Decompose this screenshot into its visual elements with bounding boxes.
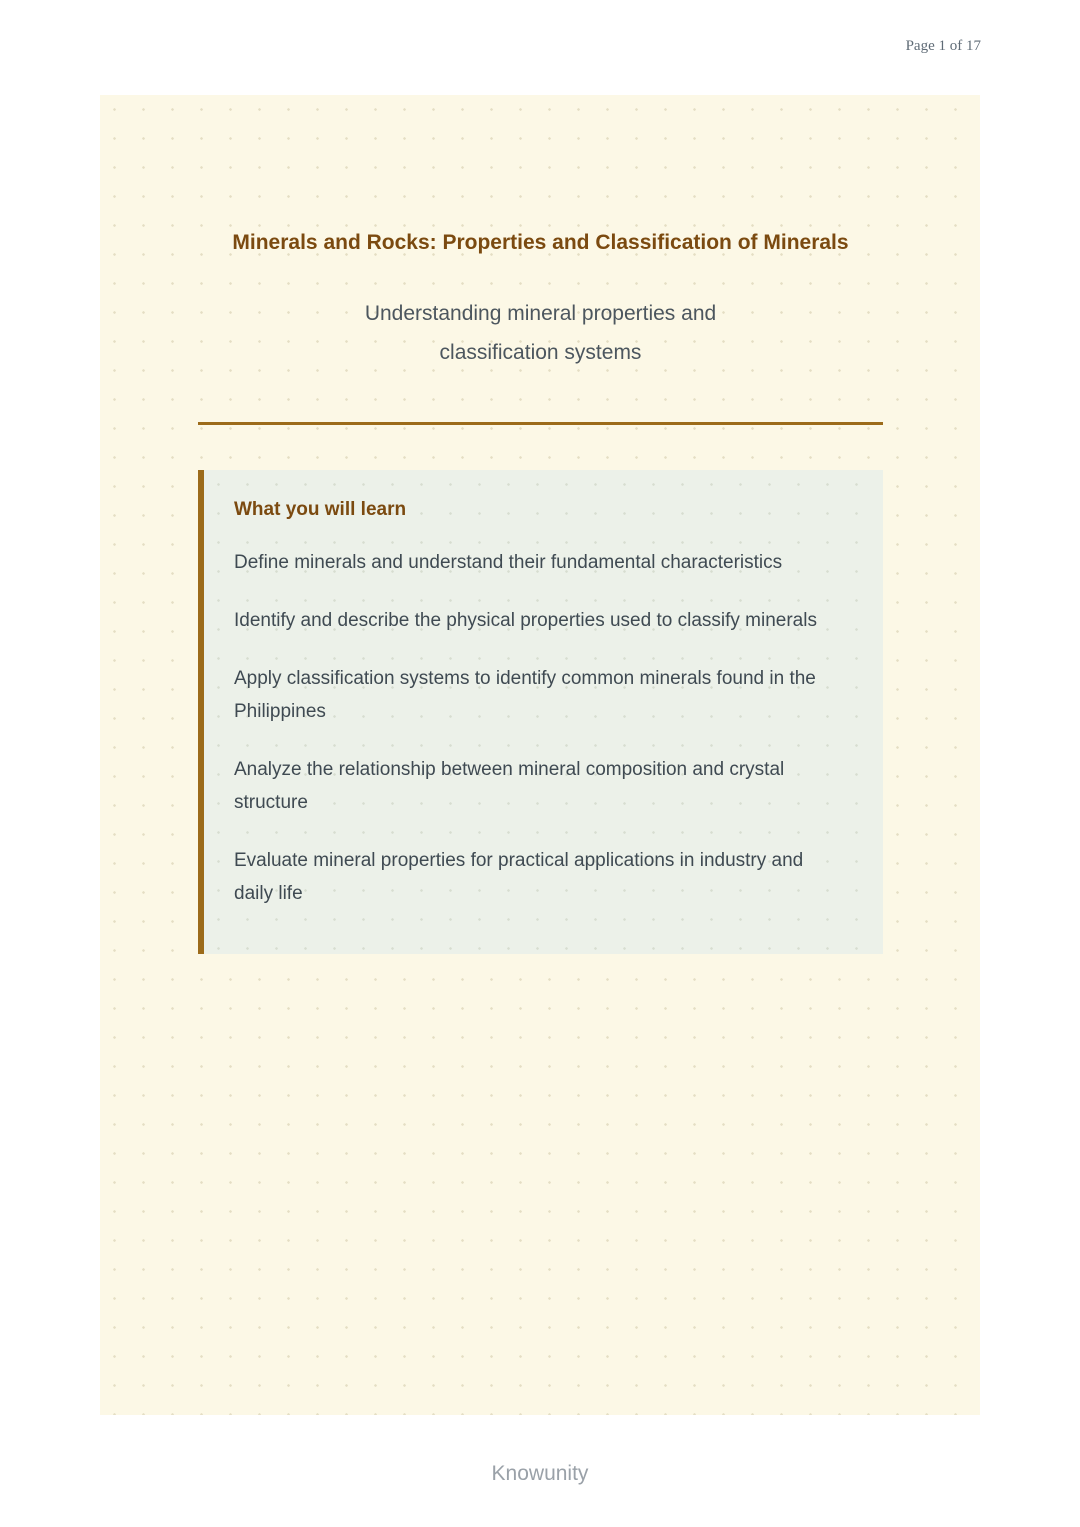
subtitle-line-1: Understanding mineral properties and [364, 302, 717, 325]
page-indicator: Page 1 of 17 [905, 38, 981, 54]
learn-box [198, 470, 883, 954]
document-title: Minerals and Rocks: Properties and Classification of Minerals [232, 231, 849, 254]
learn-item-1: Define minerals and understand their fundamental characteristics [234, 552, 783, 573]
learn-item-2: Identify and describe the physical properties used to classify minerals [234, 610, 817, 631]
learn-item-5: Evaluate mineral properties for practical applications in industry and daily life [234, 850, 804, 904]
learn-box-heading: What you will learn [234, 499, 407, 520]
subtitle-line-2: classification systems [439, 341, 642, 364]
learn-item-4: Analyze the relationship between mineral composition and crystal structure [234, 759, 785, 813]
learn-item-3: Apply classification systems to identify common minerals found in the Philippines [234, 668, 816, 722]
divider-rule [198, 422, 883, 425]
footer-brand: Knowunity [491, 1462, 589, 1485]
document-paper [100, 95, 980, 1415]
document-subtitle [198, 294, 883, 372]
